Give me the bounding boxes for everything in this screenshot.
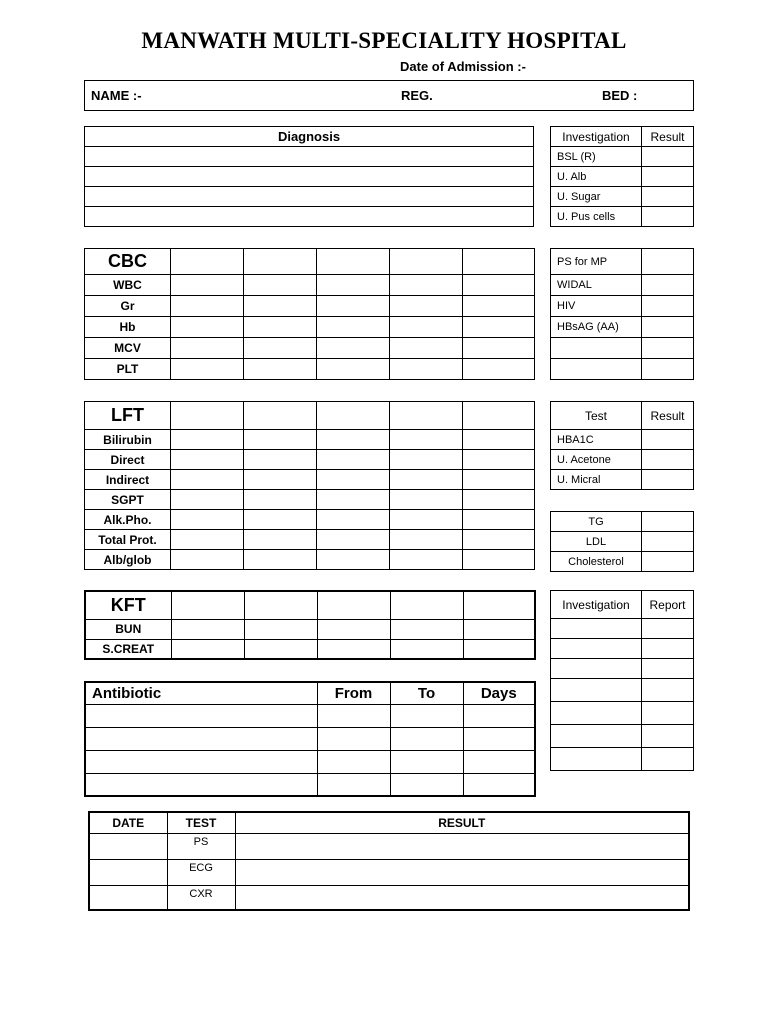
lft-cell[interactable] (244, 402, 317, 430)
antibiotic-cell[interactable] (317, 704, 390, 727)
serology-table (550, 248, 694, 380)
lft-cell[interactable] (171, 510, 244, 530)
cbc-cell[interactable] (463, 249, 535, 275)
lft-cell[interactable] (463, 402, 535, 430)
report-cell[interactable] (642, 619, 694, 639)
cbc-cell[interactable] (317, 275, 390, 296)
kft-title: KFT (85, 591, 171, 619)
cbc-cell[interactable] (171, 359, 244, 380)
lft-cell[interactable] (244, 510, 317, 530)
lft-cell[interactable] (390, 430, 463, 450)
lft-label: SGPT (85, 490, 171, 510)
cbc-cell[interactable] (317, 338, 390, 359)
result-cell[interactable] (642, 338, 694, 359)
cbc-cell[interactable] (171, 296, 244, 317)
result-header: Result (642, 402, 694, 430)
cbc-cell[interactable] (463, 275, 535, 296)
lft-cell[interactable] (390, 550, 463, 570)
cbc-cell[interactable] (463, 338, 535, 359)
cbc-cell[interactable] (171, 317, 244, 338)
cbc-title: CBC (85, 249, 171, 275)
result-cell[interactable] (642, 207, 694, 227)
lft-cell[interactable] (244, 450, 317, 470)
report-cell[interactable] (642, 702, 694, 725)
kft-cell[interactable] (317, 591, 390, 619)
diagnosis-row[interactable] (85, 207, 534, 227)
report-cell[interactable] (551, 725, 642, 748)
date-cell[interactable] (89, 859, 167, 885)
lipid-label: Cholesterol (551, 552, 642, 572)
cbc-cell[interactable] (244, 275, 317, 296)
investigation-label: U. Sugar (551, 187, 642, 207)
result-cell[interactable] (642, 470, 694, 490)
report-header: Report (642, 591, 694, 619)
cbc-label: WBC (85, 275, 171, 296)
antibiotic-cell[interactable] (390, 727, 463, 750)
kft-cell[interactable] (244, 619, 317, 639)
cbc-cell[interactable] (463, 317, 535, 338)
cbc-cell[interactable] (390, 296, 463, 317)
diagnosis-header: Diagnosis (85, 127, 534, 147)
from-header: From (317, 682, 390, 704)
lft-cell[interactable] (390, 450, 463, 470)
result-cell[interactable] (642, 359, 694, 380)
cbc-cell[interactable] (390, 275, 463, 296)
cbc-cell[interactable] (463, 359, 535, 380)
result-cell[interactable] (642, 147, 694, 167)
antibiotic-table (84, 681, 536, 797)
report-cell[interactable] (551, 659, 642, 679)
cbc-cell[interactable] (244, 338, 317, 359)
result-cell[interactable] (235, 859, 689, 885)
cbc-label: Hb (85, 317, 171, 338)
lft-cell[interactable] (171, 430, 244, 450)
cbc-cell[interactable] (244, 317, 317, 338)
cbc-cell[interactable] (171, 275, 244, 296)
investigation-table (550, 126, 694, 227)
lft-cell[interactable] (390, 402, 463, 430)
lft-cell[interactable] (171, 470, 244, 490)
lft-cell[interactable] (390, 470, 463, 490)
cbc-cell[interactable] (317, 249, 390, 275)
investigation-report-table (550, 590, 694, 771)
lft-cell[interactable] (317, 470, 390, 490)
investigation-label: U. Pus cells (551, 207, 642, 227)
reg-label: REG. (401, 88, 433, 103)
bed-label: BED : (602, 88, 638, 103)
test-header: TEST (167, 812, 235, 833)
hospital-title: MANWATH MULTI-SPECIALITY HOSPITAL (141, 28, 627, 53)
kft-cell[interactable] (390, 639, 463, 659)
lft-cell[interactable] (390, 510, 463, 530)
date-cell[interactable] (89, 885, 167, 910)
lft-cell[interactable] (463, 450, 535, 470)
date-test-result-table (88, 811, 690, 911)
serology-empty[interactable] (551, 338, 642, 359)
result-cell[interactable] (642, 552, 694, 572)
lft-label: Direct (85, 450, 171, 470)
antibiotic-cell[interactable] (85, 727, 317, 750)
result-header: RESULT (235, 812, 689, 833)
lft-cell[interactable] (463, 530, 535, 550)
investigation-label: U. Alb (551, 167, 642, 187)
lft-cell[interactable] (244, 530, 317, 550)
lft-cell[interactable] (171, 490, 244, 510)
result-cell[interactable] (235, 833, 689, 859)
to-header: To (390, 682, 463, 704)
test-label: PS (167, 833, 235, 859)
date-header: DATE (89, 812, 167, 833)
lft-cell[interactable] (244, 470, 317, 490)
cbc-cell[interactable] (317, 317, 390, 338)
lft-cell[interactable] (463, 510, 535, 530)
lft-cell[interactable] (463, 550, 535, 570)
lipid-label: TG (551, 512, 642, 532)
serology-label: WIDAL (551, 275, 642, 296)
report-cell[interactable] (551, 748, 642, 771)
antibiotic-cell[interactable] (390, 750, 463, 773)
cbc-cell[interactable] (317, 296, 390, 317)
cbc-cell[interactable] (390, 317, 463, 338)
investigation-header: Investigation (551, 127, 642, 147)
antibiotic-cell[interactable] (463, 773, 535, 796)
result-header: Result (642, 127, 694, 147)
antibiotic-cell[interactable] (317, 773, 390, 796)
lft-cell[interactable] (317, 510, 390, 530)
date-of-admission-label: Date of Admission :- (400, 59, 526, 74)
result-cell[interactable] (235, 885, 689, 910)
diagnosis-row[interactable] (85, 167, 534, 187)
kft-cell[interactable] (390, 619, 463, 639)
lft-cell[interactable] (317, 530, 390, 550)
lft-cell[interactable] (171, 530, 244, 550)
kft-cell[interactable] (390, 591, 463, 619)
lft-label: Total Prot. (85, 530, 171, 550)
investigation-label: BSL (R) (551, 147, 642, 167)
antibiotic-cell[interactable] (85, 750, 317, 773)
kft-label: S.CREAT (85, 639, 171, 659)
serology-label: HBsAG (AA) (551, 317, 642, 338)
kft-cell[interactable] (463, 639, 535, 659)
lft-cell[interactable] (171, 450, 244, 470)
antibiotic-cell[interactable] (390, 773, 463, 796)
report-cell[interactable] (551, 619, 642, 639)
result-cell[interactable] (642, 296, 694, 317)
report-cell[interactable] (642, 748, 694, 771)
test-label: U. Micral (551, 470, 642, 490)
lft-table (84, 401, 535, 570)
report-cell[interactable] (642, 659, 694, 679)
lft-label: Bilirubin (85, 430, 171, 450)
days-header: Days (463, 682, 535, 704)
cbc-label: PLT (85, 359, 171, 380)
serology-empty[interactable] (551, 359, 642, 380)
kft-cell[interactable] (317, 639, 390, 659)
lft-cell[interactable] (463, 470, 535, 490)
diagnosis-row[interactable] (85, 147, 534, 167)
serology-label: HIV (551, 296, 642, 317)
result-cell[interactable] (642, 249, 694, 275)
result-cell[interactable] (642, 512, 694, 532)
cbc-cell[interactable] (171, 249, 244, 275)
kft-cell[interactable] (171, 639, 244, 659)
lft-cell[interactable] (244, 490, 317, 510)
antibiotic-cell[interactable] (390, 704, 463, 727)
cbc-label: MCV (85, 338, 171, 359)
report-cell[interactable] (551, 702, 642, 725)
lft-label: Alk.Pho. (85, 510, 171, 530)
serology-label: PS for MP (551, 249, 642, 275)
patient-info-box (84, 80, 694, 111)
kft-label: BUN (85, 619, 171, 639)
report-cell[interactable] (642, 725, 694, 748)
lft-cell[interactable] (317, 550, 390, 570)
cbc-cell[interactable] (390, 359, 463, 380)
test-result-table (550, 401, 694, 490)
antibiotic-cell[interactable] (463, 727, 535, 750)
antibiotic-cell[interactable] (463, 750, 535, 773)
antibiotic-cell[interactable] (85, 704, 317, 727)
result-cell[interactable] (642, 430, 694, 450)
lft-label: Indirect (85, 470, 171, 490)
name-label: NAME :- (91, 88, 142, 103)
cbc-cell[interactable] (244, 249, 317, 275)
investigation-header: Investigation (551, 591, 642, 619)
lft-cell[interactable] (317, 430, 390, 450)
lft-cell[interactable] (317, 490, 390, 510)
antibiotic-cell[interactable] (317, 750, 390, 773)
cbc-cell[interactable] (244, 296, 317, 317)
kft-cell[interactable] (463, 591, 535, 619)
kft-cell[interactable] (171, 591, 244, 619)
lft-title: LFT (85, 402, 171, 430)
lft-cell[interactable] (390, 530, 463, 550)
test-label: CXR (167, 885, 235, 910)
result-cell[interactable] (642, 532, 694, 552)
test-header: Test (551, 402, 642, 430)
test-label: HBA1C (551, 430, 642, 450)
antibiotic-cell[interactable] (463, 704, 535, 727)
lft-cell[interactable] (317, 450, 390, 470)
report-cell[interactable] (642, 639, 694, 659)
lft-cell[interactable] (390, 490, 463, 510)
kft-cell[interactable] (244, 639, 317, 659)
cbc-table (84, 248, 535, 380)
cbc-cell[interactable] (463, 296, 535, 317)
cbc-cell[interactable] (390, 249, 463, 275)
cbc-cell[interactable] (390, 338, 463, 359)
lft-cell[interactable] (244, 550, 317, 570)
antibiotic-header: Antibiotic (85, 682, 317, 704)
antibiotic-cell[interactable] (85, 773, 317, 796)
lft-cell[interactable] (171, 402, 244, 430)
date-cell[interactable] (89, 833, 167, 859)
cbc-cell[interactable] (244, 359, 317, 380)
kft-cell[interactable] (244, 591, 317, 619)
cbc-label: Gr (85, 296, 171, 317)
lft-cell[interactable] (171, 550, 244, 570)
lft-cell[interactable] (244, 430, 317, 450)
lft-label: Alb/glob (85, 550, 171, 570)
lft-cell[interactable] (463, 490, 535, 510)
diagnosis-table (84, 126, 534, 227)
lft-cell[interactable] (317, 402, 390, 430)
kft-cell[interactable] (317, 619, 390, 639)
kft-cell[interactable] (463, 619, 535, 639)
result-cell[interactable] (642, 167, 694, 187)
result-cell[interactable] (642, 275, 694, 296)
report-cell[interactable] (551, 639, 642, 659)
test-label: ECG (167, 859, 235, 885)
kft-cell[interactable] (171, 619, 244, 639)
lipid-label: LDL (551, 532, 642, 552)
diagnosis-row[interactable] (85, 187, 534, 207)
result-cell[interactable] (642, 317, 694, 338)
report-cell[interactable] (551, 679, 642, 702)
report-cell[interactable] (642, 679, 694, 702)
result-cell[interactable] (642, 450, 694, 470)
result-cell[interactable] (642, 187, 694, 207)
antibiotic-cell[interactable] (317, 727, 390, 750)
lipid-table (550, 511, 694, 572)
cbc-cell[interactable] (171, 338, 244, 359)
kft-table (84, 590, 536, 660)
cbc-cell[interactable] (317, 359, 390, 380)
lft-cell[interactable] (463, 430, 535, 450)
test-label: U. Acetone (551, 450, 642, 470)
